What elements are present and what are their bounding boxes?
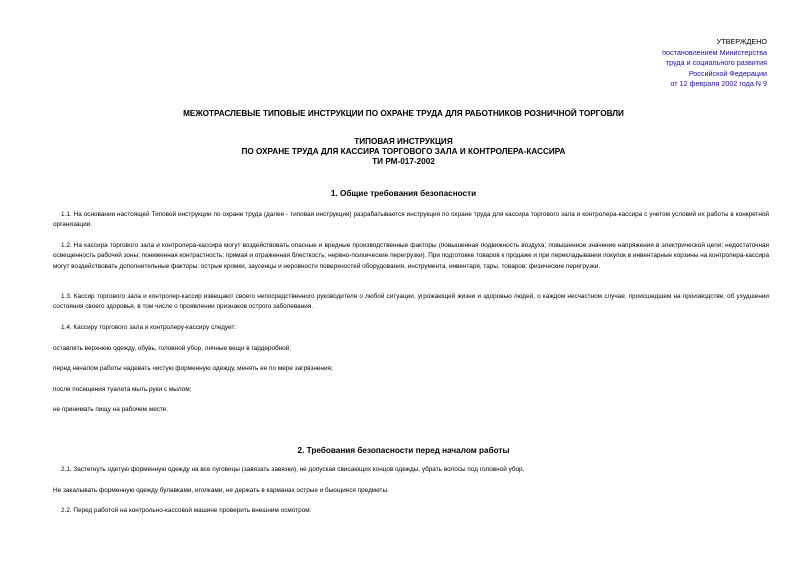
approval-block: [662, 37, 767, 90]
section-2-heading: 2. Требования безопасности перед началом работы: [297, 446, 510, 455]
approval-link-line-3[interactable]: Российской Федерации: [688, 68, 767, 78]
list-item-2: перед началом работы надевать чистую форменную одежду, менять ее по мере загрязнения;: [53, 365, 333, 372]
document-title-line-3: ТИ РМ-017-2002: [372, 157, 435, 167]
paragraph-1-4: 1.4. Кассиру торгового зала и контролеру-кассиру следует:: [61, 324, 237, 331]
paragraph-2-2: 2.2. Перед работой на контрольно-кассовой машине проверить внешним осмотром:: [61, 507, 312, 514]
paragraph-2-1: 2.1. Застегнуть одетую форменную одежду на все пуговицы (завязать завязки), не допуская свисающих концов одежды, убрать волосы под головной убор.: [61, 466, 525, 473]
approval-title: УТВЕРЖДЕНО: [716, 37, 767, 46]
document-title-line-2: ПО ОХРАНЕ ТРУДА ДЛЯ КАССИРА ТОРГОВОГО ЗАЛА И КОНТРОЛЕРА-КАССИРА: [241, 147, 566, 157]
list-item-1: оставлять верхнюю одежду, обувь, головной убор, личные вещи в гардеробной;: [53, 345, 292, 352]
paragraph-2-1-note: Не закалывать форменную одежду булавками, иголками, не держать в карманах острые и бьющиеся предметы.: [53, 487, 389, 494]
document-title-line-1: ТИПОВАЯ ИНСТРУКЦИЯ: [354, 137, 453, 146]
document-title: [0, 137, 807, 168]
approval-link-line-2[interactable]: труда и социального развития: [665, 58, 767, 68]
paragraph-1-2: 1.2. На кассира торгового зала и контролера-кассира могут воздействовать опасные и вредные производственные факторы (повышенная подвижность воздуха; повышенное значение напряжения в электрической цепи; недостаточная освещенность рабочей зоны; пониженная контрастность; прямая и отраженная блесткость; нервно-психические перегрузки). При подготовке товаров к продаже и при перекладывании покупок в инвентарные корзины на контролера-кассира могут воздействовать дополнительные факторы: острые кромки, заусенцы и неровности поверхностей оборудования, инструмента, инвентаря, тары, товаров; физические перегрузки.: [53, 242, 769, 270]
list-item-4: не принимать пищу на рабочем месте.: [53, 406, 169, 413]
paragraph-1-3: 1.3. Кассир торгового зала и контролер-кассир извещают своего непосредственного руководителя о любой ситуации, угрожающей жизни и здоровью людей, о каждом несчастном случае, происшедшем на производстве, об ухудшении состояния своего здоровья, в том числе о проявлении признаков острого заболевания.: [53, 293, 769, 311]
approval-link-line-4[interactable]: от 12 февраля 2002 года N 9: [670, 79, 767, 89]
main-title: МЕЖОТРАСЛЕВЫЕ ТИПОВЫЕ ИНСТРУКЦИИ ПО ОХРАНЕ ТРУДА ДЛЯ РАБОТНИКОВ РОЗНИЧНОЙ ТОРГОВЛИ: [183, 109, 624, 118]
section-1-heading: 1. Общие требования безопасности: [330, 189, 477, 198]
list-item-3: после посещения туалета мыть руки с мылом;: [53, 386, 192, 393]
paragraph-1-1: 1.1. На основании настоящей Типовой инструкции по охране труда (далее - типовая инструкция) разрабатывается инструкция по охране труда для кассира торгового зала и контролера-кассира с учетом условий их работы в конкретной организации.: [53, 211, 769, 229]
approval-link-line-1[interactable]: постановлением Министерства: [662, 47, 767, 57]
